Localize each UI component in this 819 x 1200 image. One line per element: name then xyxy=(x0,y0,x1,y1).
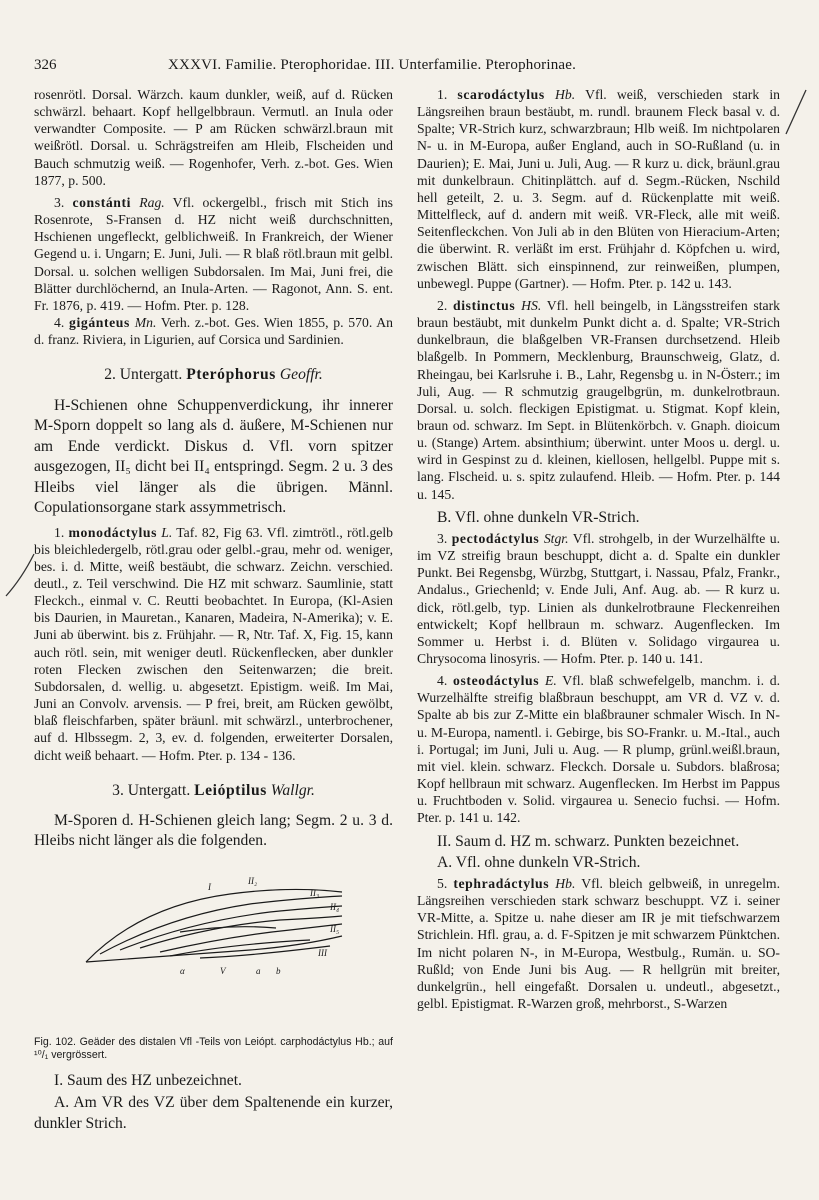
entry-number: 1. xyxy=(437,87,448,102)
page-number: 326 xyxy=(34,57,57,73)
entry-number: 3. xyxy=(437,530,448,546)
entry-number: 4. xyxy=(54,315,65,331)
vein-label: a xyxy=(256,965,261,976)
species-text: Vfl. ockergelbl., frisch mit Stich ins Rosenrote, S-Fransen d. HZ nicht weiß durchschnitten, Hschienen ungefleckt, gelblichweiß. In Frankreich, der Wiener Gegend u. i. Ungarn; E. Juni, Juli. — R blaß rötl.braun mit gelbl. Dorsal. u. solchen welligen Subdorsalen. Im Mai, Juni frei, die Blätter durchlöchernd, an Inula-Arten. — Ragonot, Ann. S. ent. Fr. 1876, p. 419. — Hofm. Pter. p. 128. xyxy=(34,194,394,313)
species-entry xyxy=(417,297,780,503)
species-name: gigánteus xyxy=(69,315,130,331)
vein-label: I xyxy=(208,881,211,892)
species-name: monodáctylus xyxy=(68,524,158,540)
entry-number: 1. xyxy=(54,524,65,540)
species-text: Vfl. blaß schwefelgelb, manchm. i. d. Wurzelhälfte streifig blaßbraun beschuppt, am VR d. VZ v. d. Spalte ab bis zur Z-Mitte ein blaßbrauner schmaler Wisch. In N- u. M-Europa, namentl. i. Gebirge, bis SO-Frankr. u. M.-Ital., auch i. Portugal; im Juni, Juli u. Aug. — R plump, grünl.weißl.braun, mit viel. klein. schwarz. Fleckch. Dorsale u. Subdors. blaßrosa; Kopf hellbraun mit schwarz. Augenflecken. Im Herbst im Pappus u. Fruchtboden v. Solid. virgaurea u. Senecio fuchsi. — Hofm. Pter. p. 141 u. 142. xyxy=(417,673,781,826)
subgenus-description: M-Sporen d. H-Schienen gleich lang; Segm. 2 u. 3 d. Hleibs nicht länger als die folgenden. xyxy=(34,811,393,850)
species-name: scarodáctylus xyxy=(457,87,545,102)
species-author: Hb. xyxy=(555,875,576,891)
wing-outline xyxy=(86,889,342,962)
species-name: pectodáctylus xyxy=(451,530,540,546)
species-author: Mn. xyxy=(134,315,157,331)
species-text: Vfl. strohgelb, in der Wurzelhälfte u. im VZ streifig braun beschuppt, dicht a. d. Spalte ein dunkler Punkt. Bei Regensbg, Würzbg, Stuttgart, i. Nassau, Pfalz, Frankr., Andalus., Griechenld; v. Ende Juli, Anf. Aug. ab. — R kurz u. dick, rötl.gelb, typ. Linien als dunkelrotbraune Fleckenreihen entwickelt; Kopf hellbraun m. schwarz. Augenflecken. Im Sommer u. Herbst i. d. Blüten v. Solidago virgaurea u. Chrysocoma linosyris. — Hofm. Pter. p. 140 u. 141. xyxy=(417,530,781,666)
margin-pencil-mark xyxy=(2,552,38,600)
entry-number: 5. xyxy=(437,875,448,891)
species-text: Vfl. hell beingelb, in Längsstreifen stark braun bestäubt, mit dunkelm Punkt dicht a. d. Spalte; VR-Strich dunkelbraun, die blaßgelben VR-Fransen durchsetzend. Hleib blaßgelb. In Pommern, Mecklenburg, Braunschweig, Glatz, d. Rheingau, bei Karlsruhe i. B., Lahr, Regensbg u. in N-Österr.; im Juli, Aug. — R schmutzig graugelbgrün, m. dunkelrotbraun. Dorsal. u. solch. fleckigen Epistigmat. u. Stigmat. Kopf klein, braun od. schwarz. Im Sept. in Blütenkörbch. v. Gnaph. dioicum u. (Stange) Artem. absinthium; überwint. unter Moos u. dergl. u. wird in Gespinst zu d. kleinen, kiellosen, hellgelbl. Puppe mit s. lang. Flscheid. u. s. spitz zulaufend. Hleib. — Hofm. Pter. p. 144 u. 145. xyxy=(417,297,781,502)
wing-venation-figure xyxy=(34,862,393,1032)
vein-label: III xyxy=(318,947,327,958)
entry-number: 2. xyxy=(437,297,448,313)
running-title: XXXVI. Familie. Pterophoridae. III. Unterfamilie. Pterophorinae. xyxy=(168,57,577,73)
subgenus-description: H-Schienen ohne Schuppenverdickung, ihr innerer M-Sporn doppelt so lang als d. äußere, M-Schienen nur am Ende verdickt. Diskus d. Vfl. vorn spitzer ausgezogen, II₅ dicht bei II₄ entspringd. Segm. 2 u. 3 des Hleibs viel länger als die übrigen. Männl. Copulationsorgane stark assymmetrisch. xyxy=(34,396,393,516)
species-entry xyxy=(417,86,780,292)
species-text: Taf. 82, Fig 63. Vfl. zimtrötl., rötl.gelb bis bleichledergelb, rötl.grau oder gelbl.-grau, mehr od. weniger, bes. i. d. Mitte, weiß bestäubt, die schwarz. Zeichn. verschied. deutl., z. Teil verschwind. Die HZ mit schwarz. Saumlinie, statt Fleckch., einmal v. C. Reutti beobachtet. In Europa, (Kl-Asien bis Daurien, in Mauretan., Kanaren, Madeira, N-Amerika); v. E. Juni ab überwint. bis z. Frühjahr. — R, Ntr. Taf. X, Fig. 15, kann auch rötl. sein, mit weniger deutl. Rückenflecken, aber dunkler roten Flecken zwischen den Seitenwarzen; die breit. Subdorsalen, d. wellig. u. abgesetzt. Epistigm. weiß. Im Mai, Juni an Convolv. arvensis. — P frei, breit, am Rücken gewölbt, blaß fleischfarben, später bräunl. mit schwärzl., unterbrochener, auf d. Hlbssegm. 2, 3, ev. d. folgenden, erweiterter Dorsalen, dicht weiß behaart. — Hofm. Pter. p. 134 - 136. xyxy=(34,524,394,763)
subgenus-author: Wallgr. xyxy=(270,781,315,799)
species-author: E. xyxy=(544,673,557,689)
species-entry xyxy=(417,530,780,667)
species-author: HS. xyxy=(521,297,542,313)
subgenus-heading xyxy=(34,366,393,383)
species-author: Rag. xyxy=(139,194,165,210)
margin-pencil-mark xyxy=(780,88,810,138)
key-heading: I. Saum des HZ unbezeichnet. xyxy=(54,1071,242,1089)
species-author: Hb. xyxy=(554,87,576,102)
subgenus-name: Pteróphorus xyxy=(186,366,276,384)
key-heading: A. Am VR des VZ über dem Spaltenende ein kurzer, dunkler Strich. xyxy=(34,1094,393,1132)
subgenus-prefix: 2. Untergatt. xyxy=(104,366,183,384)
right-column xyxy=(417,86,780,1012)
species-text: Vfl. bleich gelbweiß, in unregelm. Längsreihen verschieden stark schwarz beschuppt. VZ i. seiner VR-Mitte, a. Spitze u. nahe dieser am IR je mit tiefschwarzem Strichlein. Hfl. grau, a. d. F-Spitzen je mit schwarzem Pünktchen. Im nicht polaren N-, in M-Europa, Westbulg., Rumän. u. SO-Rußld; von Ende Juni bis Aug. — R hellgrün mit breiter, dunkelgrün., hell eingefaßt. Dorsalen u. undeutl., abgesetzt., gelbl. Epistigmat. R-Warzen groß, mehrborst., S-Warzen xyxy=(417,875,781,1011)
species-text: Verh. z.-bot. Ges. Wien 1855, p. 570. An d. franz. Riviera, in Ligurien, auf Corsica und Sardinien. xyxy=(34,315,393,348)
wing-vein xyxy=(180,927,276,932)
subgenus-author: Geoffr. xyxy=(279,366,323,384)
paragraph: rosenrötl. Dorsal. Wärzch. kaum dunkler, weiß, auf d. Rücken schwärzl. behaart. Kopf hellgelbbraun. Vermutl. an Inula oder verwandter Composite. — P am Rücken schwärzl.braun mit weißrötl. Dorsal. u. Schrägstreifen am Hleib, Flscheiden und Bauch schmutzig weiß. — Rogenhofer, Verh. z.-bot. Ges. Wien 1877, p. 500. xyxy=(34,87,393,188)
vein-label: b xyxy=(276,965,281,976)
vein-label: II₃ xyxy=(310,887,320,898)
subgenus-name: Leióptilus xyxy=(194,781,267,799)
species-name: osteodáctylus xyxy=(453,673,540,689)
wing-vein xyxy=(170,940,310,956)
subgenus-prefix: 3. Untergatt. xyxy=(112,781,191,799)
species-entry xyxy=(34,314,393,348)
running-header xyxy=(34,54,794,76)
species-text: Vfl. weiß, verschieden stark in Längsreihen braun bestäubt, m. rundl. braunem Fleck basal v. d. Spalte; VR-Strich kurz, schwarzbraun; Hlb weiß. Im nichtpolaren N- u. in M-Europa, außer England, auch in SO-Rußland (u. in Daurien); E. Mai, Juni u. Juli, Aug. — R kurz u. dick, bräunl.grau mit dunkelbraun. Chitinplättch. auf d. Segm.-Rücken, Nschild hell geteilt, 2. u. 3. Segm. auf d. Rückenplatte mit weiß. Mittelfleck, auf d. andern mit weiß. VR-Fleck, alle mit weiß. Seitenfleckchen. Von Juli ab in den Blüten von Hieracium-Arten; die überwint. R. verläßt im erst. Frühjahr d. Köpfchen u. wird, zwischen Blätt. sich einspinnend, zur reinweißen, plumpen, unbewegl. Puppe (Gartner). — Hofm. Pter. p. 142 u. 143. xyxy=(417,87,780,291)
vein-label: α xyxy=(180,965,185,976)
figure-caption: Fig. 102. Geäder des distalen Vfl -Teils von Leiópt. carphodáctylus Hb.; auf ¹⁰/₁ vergrössert. xyxy=(34,1035,393,1061)
vein-label: II₅ xyxy=(330,923,340,934)
species-name: distinctus xyxy=(453,297,516,313)
species-entry xyxy=(34,524,393,764)
wing-venation-drawing xyxy=(80,866,350,984)
species-name: tephradáctylus xyxy=(453,875,550,891)
species-entry xyxy=(34,194,393,314)
subgenus-heading xyxy=(34,782,393,799)
key-heading: B. Vfl. ohne dunkeln VR-Strich. xyxy=(437,508,640,526)
entry-number: 3. xyxy=(54,194,65,210)
species-name: constánti xyxy=(72,194,132,210)
species-entry xyxy=(417,672,780,826)
species-author: Stgr. xyxy=(543,530,569,546)
vein-label: V xyxy=(220,965,226,976)
species-entry xyxy=(417,875,780,1012)
left-column xyxy=(34,86,393,1134)
vein-label: II₂ xyxy=(248,875,258,886)
wing-vein xyxy=(100,896,342,954)
vein-label: II₄ xyxy=(330,901,340,912)
entry-number: 4. xyxy=(437,673,448,689)
species-author: L. xyxy=(161,524,173,540)
key-heading: A. Vfl. ohne dunkeln VR-Strich. xyxy=(437,853,641,871)
key-heading: II. Saum d. HZ m. schwarz. Punkten bezeichnet. xyxy=(437,832,740,850)
